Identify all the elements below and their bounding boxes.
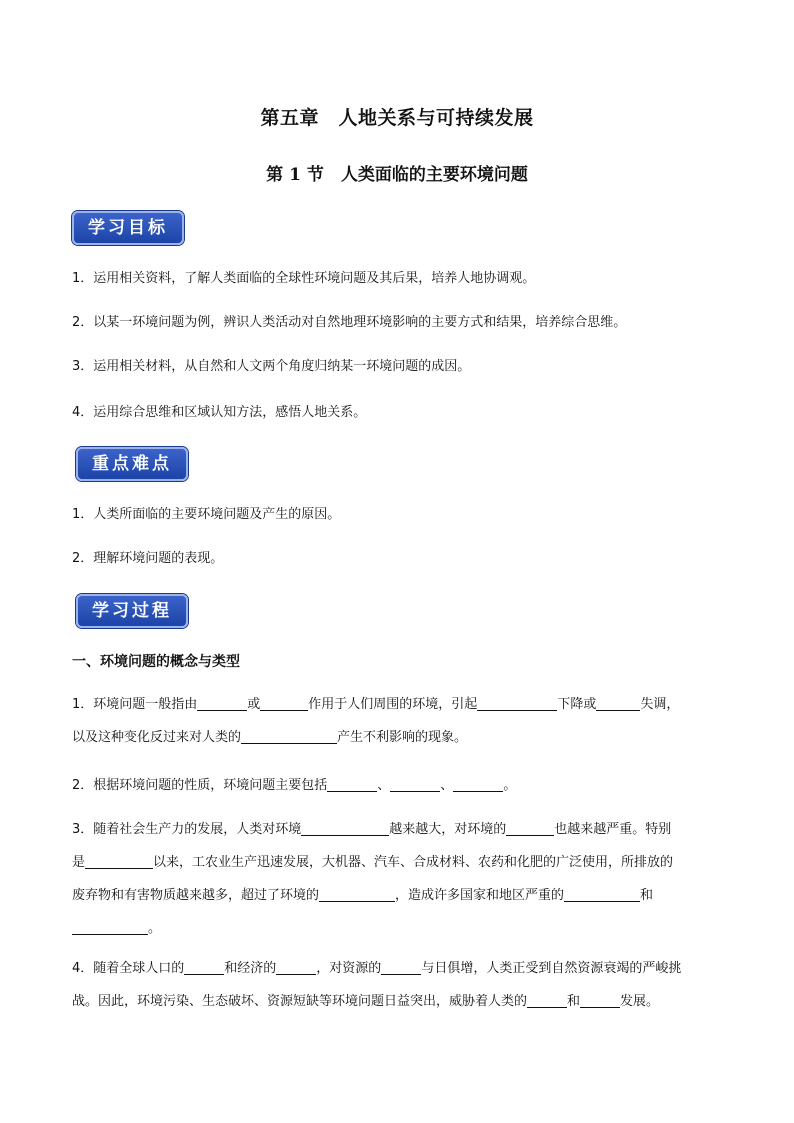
objectives-badge: 学习目标 <box>72 211 184 245</box>
fill-blank[interactable] <box>327 777 377 792</box>
fill-blank[interactable] <box>72 920 148 935</box>
section-title: 第 1 节 人类面临的主要环境问题 <box>266 165 528 185</box>
concept-heading: 一、环境问题的概念与类型 <box>72 654 240 670</box>
fill-blank[interactable] <box>381 960 421 975</box>
fill-blank[interactable] <box>260 696 308 711</box>
objective-item-2: 2．以某一环境问题为例，辨识人类活动对自然地理环境影响的主要方式和结果，培养综合思维。 <box>72 315 627 330</box>
objective-item-1: 1．运用相关资料，了解人类面临的全球性环境问题及其后果，培养人地协调观。 <box>72 271 536 286</box>
key-point-item-1: 1．人类所面临的主要环境问题及产生的原因。 <box>72 507 341 522</box>
question-1: 1．环境问题一般指由 或 作用于人们周围的环境，引起 下降或 失调， 以及这种变化反过来对人类的 产生不利影响的现象。 <box>72 697 680 745</box>
fill-blank[interactable] <box>390 777 440 792</box>
question-2: 2．根据环境问题的性质，环境问题主要包括 、 、 。 <box>72 778 517 793</box>
fill-blank[interactable] <box>301 821 389 836</box>
fill-blank[interactable] <box>596 696 640 711</box>
objective-item-3: 3．运用相关材料，从自然和人文两个角度归纳某一环境问题的成因。 <box>72 359 471 374</box>
fill-blank[interactable] <box>85 854 153 869</box>
chapter-title: 第五章 人地关系与可持续发展 <box>260 107 534 129</box>
fill-blank[interactable] <box>527 993 567 1008</box>
fill-blank[interactable] <box>197 696 247 711</box>
key-points-badge: 重点难点 <box>76 447 188 481</box>
fill-blank[interactable] <box>276 960 316 975</box>
fill-blank[interactable] <box>506 821 554 836</box>
fill-blank[interactable] <box>477 696 557 711</box>
fill-blank[interactable] <box>580 993 620 1008</box>
fill-blank[interactable] <box>453 777 503 792</box>
question-3: 3．随着社会生产力的发展，人类对环境 越来越大，对环境的 也越来越严重。特别 是 以来，工农业生产迅速发展，大机器、汽车、合成材料、农药和化肥的广泛使用，所排放的 废弃物和有害物质越来越多，超过了环境的 ，造成许多国家和地区严重的 和 。 <box>72 822 674 936</box>
fill-blank[interactable] <box>184 960 224 975</box>
fill-blank[interactable] <box>241 729 337 744</box>
key-point-item-2: 2．理解环境问题的表现。 <box>72 551 224 566</box>
question-4: 4．随着全球人口的 和经济的 ，对资源的 与日俱增，人类正受到自然资源衰竭的严峻挑 战。因此，环境污染、生态破坏、资源短缺等环境问题日益突出，威胁着人类的 和 发展。 <box>72 961 682 1009</box>
fill-blank[interactable] <box>564 887 640 902</box>
process-badge: 学习过程 <box>76 594 188 628</box>
objective-item-4: 4．运用综合思维和区域认知方法，感悟人地关系。 <box>72 405 367 420</box>
fill-blank[interactable] <box>319 887 395 902</box>
